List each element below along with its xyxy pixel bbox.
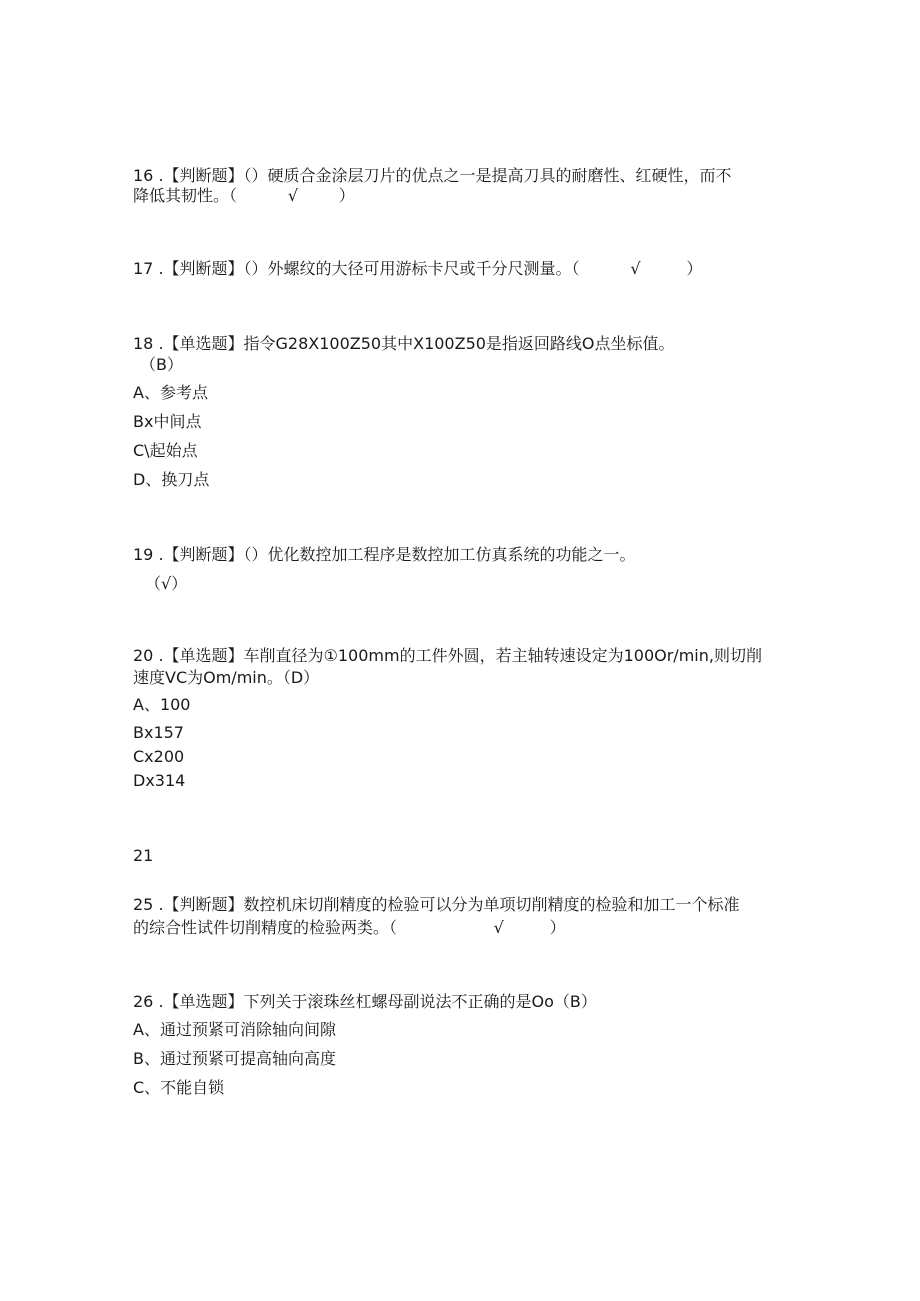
q19-answer: （√）: [145, 574, 188, 593]
q21-number: 21: [133, 846, 154, 865]
q18-option-d: D、换刀点: [133, 470, 210, 489]
q16-line1: 16 .【判断题】（）硬质合金涂层刀片的优点之一是提高刀具的耐磨性、红硬性，而不: [133, 166, 732, 185]
q16-line2: 降低其韧性。（ √ ）: [133, 186, 355, 205]
q18-option-b: Bx中间点: [133, 412, 202, 431]
q18-line1: 18 .【单选题】指令G28X100Z50其中X100Z50是指返回路线O点坐标值。: [133, 334, 675, 353]
q17-line1: 17 .【判断题】（）外螺纹的大径可用游标卡尺或千分尺测量。（ √ ）: [133, 259, 703, 278]
q20-option-d: Dx314: [133, 771, 186, 790]
q26-option-c: C、不能自锁: [133, 1078, 225, 1097]
q25-line2: 的综合性试件切削精度的检验两类。（ √ ）: [133, 918, 566, 937]
q19-line1: 19 .【判断题】（）优化数控加工程序是数控加工仿真系统的功能之一。: [133, 545, 636, 564]
q18-option-a: A、参考点: [133, 383, 208, 402]
q25-line1: 25 .【判断题】数控机床切削精度的检验可以分为单项切削精度的检验和加工一个标准: [133, 895, 740, 914]
q20-line1: 20 .【单选题】车削直径为①100mm的工件外圆，若主轴转速设定为100Or∕min,则切削: [133, 646, 762, 665]
q18-option-c: C\起始点: [133, 441, 198, 460]
q26-option-a: A、通过预紧可消除轴向间隙: [133, 1020, 336, 1039]
q26-line1: 26 .【单选题】下列关于滚珠丝杠螺母副说法不正确的是Oo（B）: [133, 992, 597, 1011]
q26-option-b: B、通过预紧可提高轴向高度: [133, 1049, 336, 1068]
q18-answer: （B）: [140, 355, 183, 374]
q20-option-b: Bx157: [133, 723, 184, 742]
q20-option-c: Cx200: [133, 747, 185, 766]
q20-line2: 速度VC为Om/min。（D）: [133, 668, 320, 687]
q20-option-a: A、100: [133, 695, 191, 714]
